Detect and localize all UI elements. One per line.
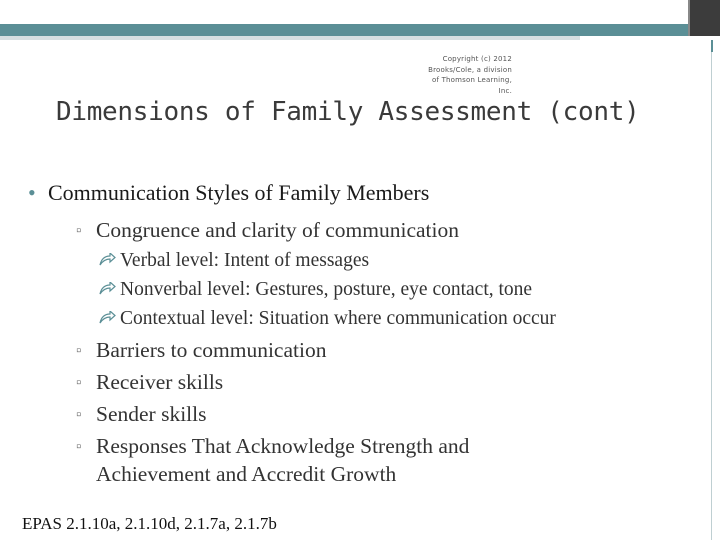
curl-arrow-icon	[98, 306, 120, 332]
sub-bullet-text: Responses That Acknowledge Strength and	[96, 434, 470, 458]
sub-bullet-text: Receiver skills	[96, 370, 224, 394]
hollow-square-icon: ▫	[76, 375, 82, 391]
sub-bullet-item	[76, 400, 206, 429]
sub-bullet-text: Barriers to communication	[96, 338, 327, 362]
hollow-square-icon: ▫	[76, 343, 82, 359]
copyright-notice: Copyright (c) 2012 Brooks/Cole, a division of Thomson Learning, Inc.	[428, 55, 512, 95]
level-text: Nonverbal level: Gestures, posture, eye contact, tone	[120, 279, 533, 300]
sub-bullet-text: Sender skills	[96, 402, 207, 426]
level-text: Contextual level: Situation where communication occur	[120, 308, 556, 329]
curl-arrow-icon	[98, 248, 120, 274]
level-item	[98, 248, 369, 274]
sub-bullet-continuation: Achievement and Accredit Growth	[96, 462, 397, 486]
sub-bullet-item	[76, 336, 326, 365]
hollow-square-icon: ▫	[76, 223, 82, 239]
level-text: Verbal level: Intent of messages	[120, 250, 370, 271]
slide-title: Dimensions of Family Assessment (cont)	[56, 97, 640, 127]
curl-arrow-icon	[98, 277, 120, 303]
sub-bullet-item	[76, 368, 223, 397]
level-item	[98, 306, 556, 332]
hollow-square-icon: ▫	[76, 407, 82, 423]
hollow-square-icon: ▫	[76, 439, 82, 455]
sub-bullet-text: Congruence and clarity of communication	[96, 218, 459, 242]
epas-footer: EPAS 2.1.10a, 2.1.10d, 2.1.7a, 2.1.7b	[22, 514, 277, 533]
main-bullet-text: Communication Styles of Family Members	[48, 180, 430, 205]
main-bullet-item	[28, 180, 429, 206]
round-bullet-icon: •	[28, 180, 36, 205]
sub-bullet-item	[76, 216, 459, 245]
sub-bullet-item	[76, 432, 469, 461]
level-item	[98, 277, 532, 303]
